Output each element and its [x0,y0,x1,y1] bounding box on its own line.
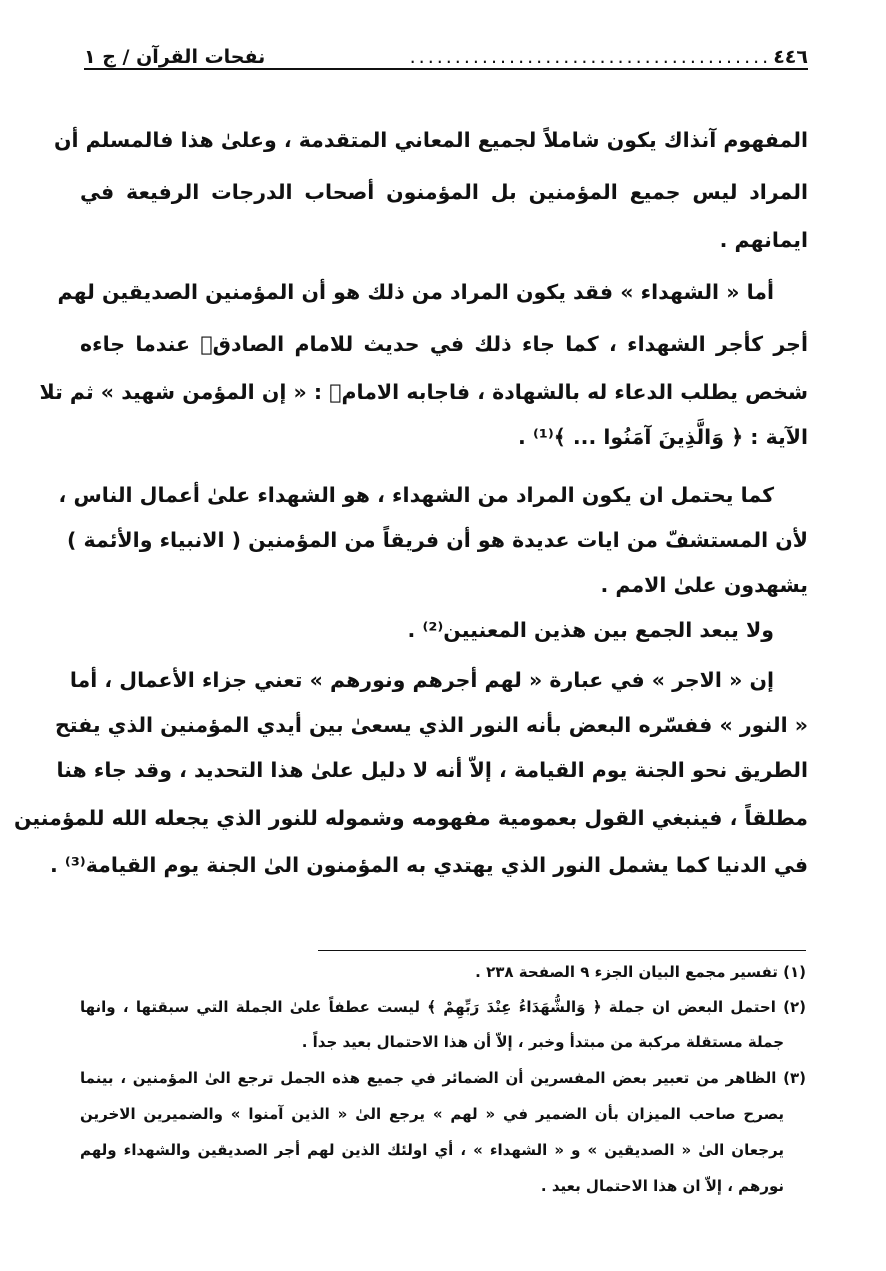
footnote-line: يصرح صاحب الميزان بأن الضمير في « لهم » يرجع الىٰ « الذين آمنوا » والضميرين الاخرين [80,1105,784,1123]
footnote-line: (٢) احتمل البعض ان جملة ﴿ وَالشُّهَدَاءُ عِنْدَ رَبِّهِمْ ﴾ ليست عطفاً علىٰ الجملة التي سبقتها ، وانها [80,998,806,1016]
body-line: يشهدون علىٰ الامم . [600,573,808,597]
body-line: مطلقاً ، فينبغي القول بعمومية مفهومه وشموله للنور الذي يجعله الله للمؤمنين [13,806,808,830]
footnote-line: يرجعان الىٰ « الصديقين » و « الشهداء » ، أي اولئك الذين لهم أجر الصديقين والشهداء ولهم [80,1141,784,1159]
footnote-line: جملة مستقلة مركبة من مبتدأ وخبر ، إلاّ أن هذا الاحتمال بعيد جداً . [301,1033,784,1051]
body-line: في الدنيا كما يشمل النور الذي يهتدي به المؤمنون الىٰ الجنة يوم القيامة⁽³⁾ . [49,853,808,877]
body-line: أجر كأجر الشهداء ، كما جاء ذلك في حديث للامام الصادقؑ عندما جاءه [80,332,808,356]
page-number: ٤٤٦ [773,46,808,68]
footnote-divider [318,950,806,951]
footnote-line: نورهم ، إلاّ ان هذا الاحتمال بعيد . [540,1177,784,1195]
book-title: نفحات القرآن / ج ١ [84,46,266,68]
body-line: إن « الاجر » في عبارة « لهم أجرهم ونورهم » تعني جزاء الأعمال ، أما [69,668,774,692]
leader-dots: ........................................ [409,46,772,68]
body-line: كما يحتمل ان يكون المراد من الشهداء ، هو الشهداء علىٰ أعمال الناس ، [58,483,774,507]
body-line: المراد ليس جميع المؤمنين بل المؤمنون أصحاب الدرجات الرفيعة في [80,180,808,204]
body-line: « النور » ففسّره البعض بأنه النور الذي يسعىٰ بين أيدي المؤمنين الذي يفتح [54,713,808,737]
running-header [84,34,808,70]
body-line: الآية : ﴿ وَالَّذِينَ آمَنُوا ... ﴾⁽¹⁾ . [518,425,808,449]
body-line: شخص يطلب الدعاء له بالشهادة ، فاجابه الامامؑ : « إن المؤمن شهيد » ثم تلا [39,380,808,404]
footnote-line: (٣) الظاهر من تعبير بعض المفسرين أن الضمائر في جميع هذه الجمل ترجع الىٰ المؤمنين ، بينما [80,1069,806,1087]
body-line: لأن المستشفّ من ايات عديدة هو أن فريقاً من المؤمنين ( الانبياء والأئمة ) [67,528,808,552]
body-line: ايمانهم . [719,228,808,252]
body-line: الطريق نحو الجنة يوم القيامة ، إلاّ أنه لا دليل علىٰ هذا التحديد ، وقد جاء هنا [56,758,808,782]
body-line: أما « الشهداء » فقد يكون المراد من ذلك هو أن المؤمنين الصديقين لهم [57,280,774,304]
body-line: المفهوم آنذاك يكون شاملاً لجميع المعاني المتقدمة ، وعلىٰ هذا فالمسلم أن [53,128,808,152]
body-line: ولا يبعد الجمع بين هذين المعنيين⁽²⁾ . [407,618,774,642]
footnote-line: (١) تفسير مجمع البيان الجزء ٩ الصفحة ٢٣٨ . [475,963,806,981]
